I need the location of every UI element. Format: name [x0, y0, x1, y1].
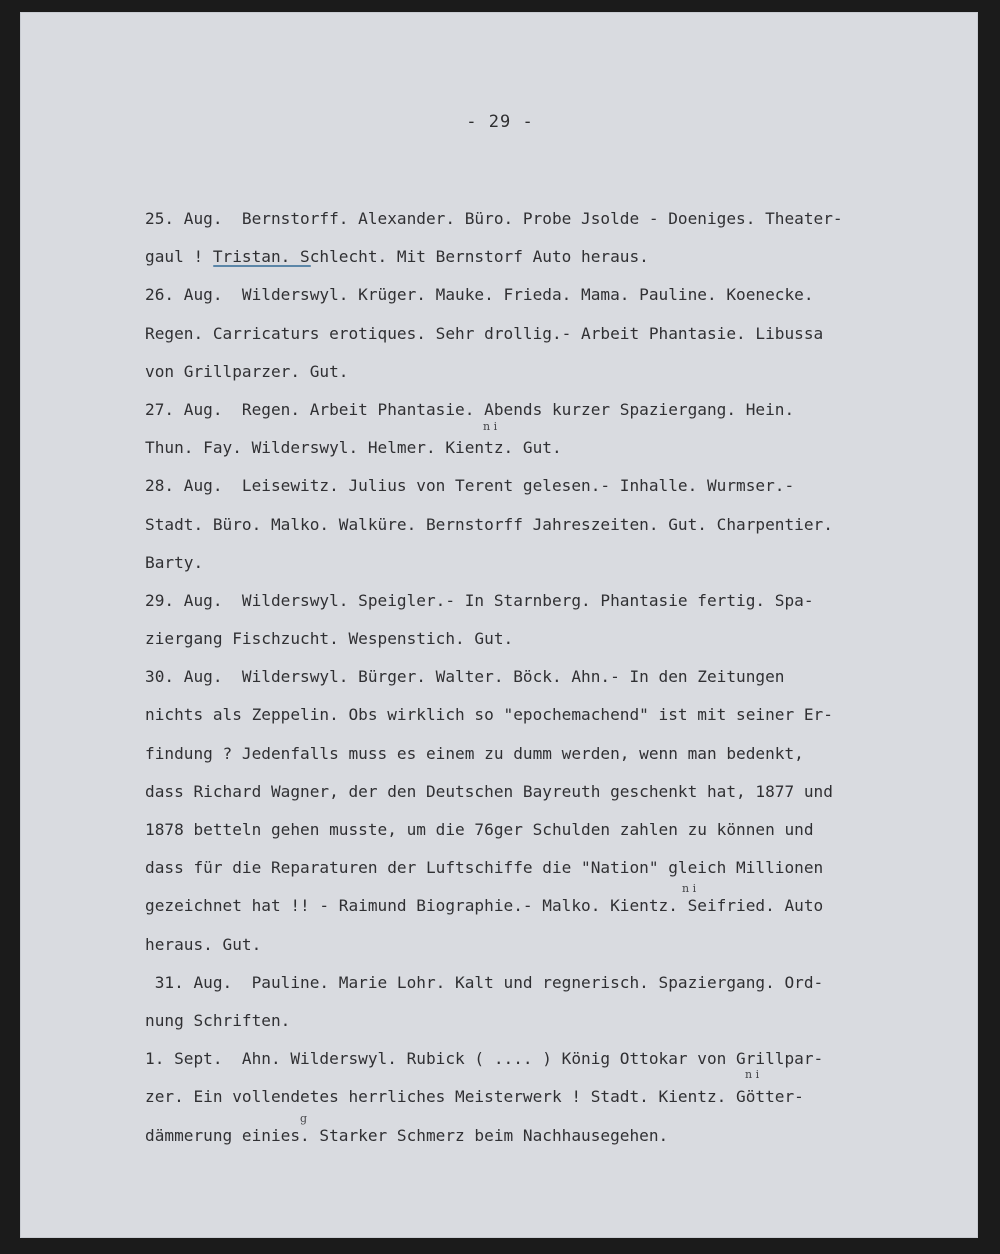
- text-line: dass für die Reparaturen der Luftschiffe die "Nation" gleich Millionen: [145, 858, 824, 878]
- diary-text: [145, 200, 945, 1155]
- handwritten-underline: [213, 265, 311, 267]
- text-line: Stadt. Büro. Malko. Walküre. Bernstorff Jahreszeiten. Gut. Charpentier.: [145, 514, 833, 534]
- text-line: zer. Ein vollendetes herrliches Meisterwerk ! Stadt. Kientz. Götter-: [145, 1087, 804, 1107]
- text-line: dämmerung einies. Starker Schmerz beim Nachhausegehen.: [145, 1125, 669, 1145]
- handwritten-correction-mark: n i: [745, 1068, 760, 1081]
- text-line: 26. Aug. Wilderswyl. Krüger. Mauke. Frieda. Mama. Pauline. Koenecke.: [145, 285, 814, 305]
- text-line: 25. Aug. Bernstorff. Alexander. Büro. Probe Jsolde - Doeniges. Theater-: [145, 209, 843, 228]
- page-number: - 29 -: [466, 112, 534, 132]
- text-line: 27. Aug. Regen. Arbeit Phantasie. Abends kurzer Spaziergang. Hein.: [145, 399, 795, 419]
- text-line: 28. Aug. Leisewitz. Julius von Terent gelesen.- Inhalle. Wurmser.-: [145, 476, 795, 496]
- text-line: 1. Sept. Ahn. Wilderswyl. Rubick ( .... ) König Ottokar von Grillpar-: [145, 1049, 824, 1069]
- text-line: findung ? Jedenfalls muss es einem zu dumm werden, wenn man bedenkt,: [145, 743, 804, 763]
- text-line: Regen. Carricaturs erotiques. Sehr drollig.- Arbeit Phantasie. Libussa: [145, 323, 824, 343]
- text-line: 31. Aug. Pauline. Marie Lohr. Kalt und regnerisch. Spaziergang. Ord-: [145, 972, 824, 992]
- handwritten-correction-mark: g: [300, 1112, 308, 1125]
- text-line: 30. Aug. Wilderswyl. Bürger. Walter. Böck. Ahn.- In den Zeitungen: [145, 667, 785, 687]
- text-line: ziergang Fischzucht. Wespenstich. Gut.: [145, 629, 514, 649]
- text-line: nung Schriften.: [145, 1010, 291, 1030]
- handwritten-correction-mark: n i: [483, 420, 498, 433]
- text-line: von Grillparzer. Gut.: [145, 361, 349, 381]
- text-line: gaul ! Tristan. Schlecht. Mit Bernstorf Auto heraus.: [145, 247, 649, 267]
- text-line: dass Richard Wagner, der den Deutschen Bayreuth geschenkt hat, 1877 und: [145, 781, 833, 801]
- text-line: heraus. Gut.: [145, 934, 262, 954]
- text-line: Barty.: [145, 552, 204, 572]
- handwritten-correction-mark: n i: [682, 882, 697, 895]
- text-line: 1878 betteln gehen musste, um die 76ger Schulden zahlen zu können und: [145, 820, 814, 839]
- text-line: Thun. Fay. Wilderswyl. Helmer. Kientz. Gut.: [145, 438, 562, 458]
- text-line: nichts als Zeppelin. Obs wirklich so "epochemachend" ist mit seiner Er-: [145, 705, 833, 725]
- text-line: 29. Aug. Wilderswyl. Speigler.- In Starnberg. Phantasie fertig. Spa-: [145, 590, 814, 610]
- text-line: gezeichnet hat !! - Raimund Biographie.- Malko. Kientz. Seifried. Auto: [145, 896, 824, 916]
